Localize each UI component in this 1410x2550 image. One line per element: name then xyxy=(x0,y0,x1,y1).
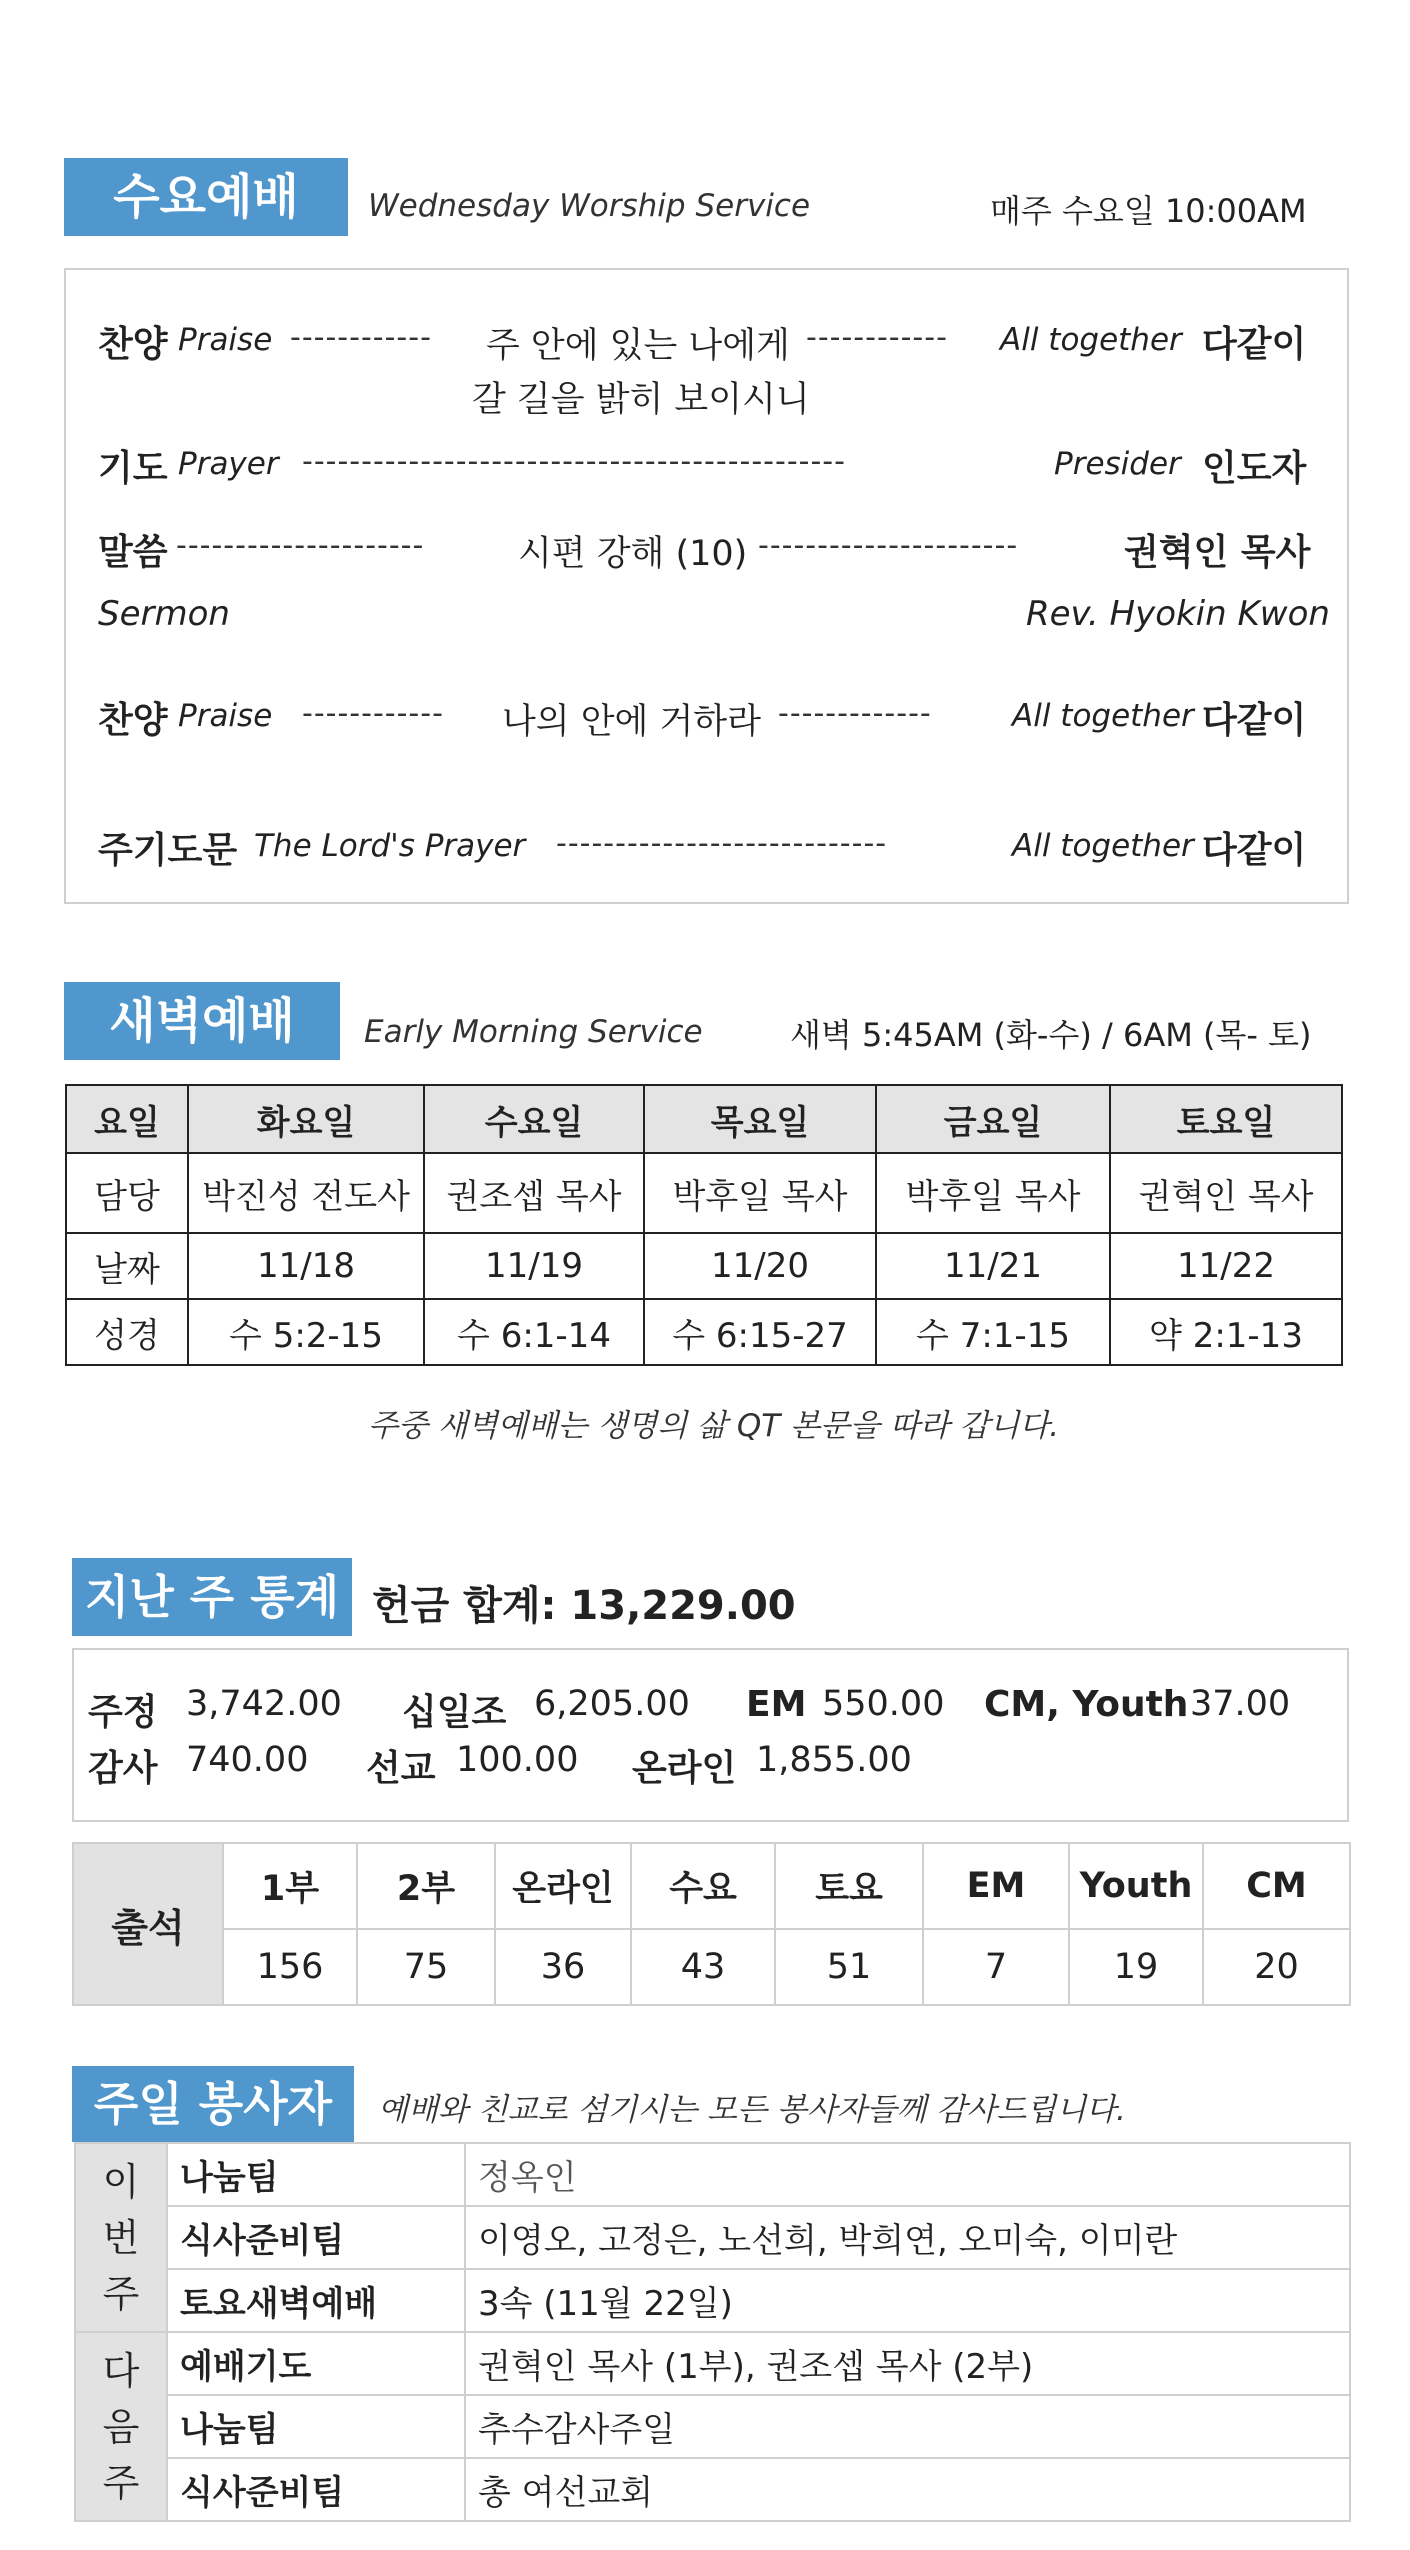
table-row xyxy=(75,2458,1350,2521)
day-cell: 금요일 xyxy=(876,1085,1110,1153)
offering-amount: 37.00 xyxy=(1190,1684,1291,1724)
team-members: 3속 (11월 22일) xyxy=(465,2269,1350,2332)
team-name: 식사준비팀 xyxy=(167,2458,465,2521)
item-content: 시편 강해 (10) xyxy=(518,534,748,574)
date-cell: 11/22 xyxy=(1110,1233,1342,1299)
item-role-ko: 다같이 xyxy=(1202,830,1307,871)
offering-amount: 100.00 xyxy=(456,1740,579,1780)
item-title-en: The Lord's Prayer xyxy=(254,828,526,864)
attendance-count: 36 xyxy=(495,1929,631,2005)
dash-leader: ---------------------------------------------- xyxy=(302,444,846,479)
bible-cell: 수 5:2-15 xyxy=(188,1299,424,1365)
attendance-header: CM xyxy=(1203,1843,1350,1929)
day-cell: 목요일 xyxy=(644,1085,876,1153)
item-title: 찬양 xyxy=(98,324,168,365)
dash-leader: ------------ xyxy=(302,696,444,731)
leader-cell: 박진성 전도사 xyxy=(188,1153,424,1233)
dash-leader: ---------------------- xyxy=(758,528,1019,563)
offering-label: EM xyxy=(746,1684,807,1725)
early-schedule-table xyxy=(65,1084,1343,1366)
team-members: 이영오, 고정은, 노선희, 박희연, 오미숙, 이미란 xyxy=(465,2206,1350,2269)
attendance-count: 43 xyxy=(631,1929,775,2005)
offering-label: CM, Youth xyxy=(984,1684,1189,1725)
day-cell: 화요일 xyxy=(188,1085,424,1153)
day-cell: 수요일 xyxy=(424,1085,644,1153)
attendance-header: 수요 xyxy=(631,1843,775,1929)
item-role-ko: 권혁인 목사 xyxy=(1124,532,1311,573)
table-row xyxy=(75,2332,1350,2395)
offering-label: 주정 xyxy=(88,1692,158,1733)
attendance-table xyxy=(72,1842,1351,2006)
attendance-header: EM xyxy=(923,1843,1069,1929)
item-title-en: Sermon xyxy=(98,594,230,634)
table-row xyxy=(66,1299,1342,1365)
row-label: 담당 xyxy=(66,1153,188,1233)
wednesday-title: 수요예배 xyxy=(64,158,348,236)
volunteers-table xyxy=(74,2142,1351,2522)
item-title: 기도 xyxy=(98,448,168,489)
item-role-ko: 다같이 xyxy=(1202,324,1307,365)
volunteers-title: 주일 봉사자 xyxy=(72,2066,354,2142)
attendance-count: 75 xyxy=(357,1929,495,2005)
leader-cell: 권조셉 목사 xyxy=(424,1153,644,1233)
attendance-count: 20 xyxy=(1203,1929,1350,2005)
date-cell: 11/20 xyxy=(644,1233,876,1299)
leader-cell: 박후일 목사 xyxy=(644,1153,876,1233)
date-cell: 11/19 xyxy=(424,1233,644,1299)
day-cell: 토요일 xyxy=(1110,1085,1342,1153)
item-role-ko: 다같이 xyxy=(1202,700,1307,741)
row-label: 성경 xyxy=(66,1299,188,1365)
team-members: 정옥인 xyxy=(465,2143,1350,2206)
offering-amount: 3,742.00 xyxy=(186,1684,342,1724)
dash-leader: ------------ xyxy=(290,320,432,355)
offering-amount: 1,855.00 xyxy=(756,1740,912,1780)
offering-amount: 6,205.00 xyxy=(534,1684,690,1724)
dash-leader: ---------------------------- xyxy=(556,826,888,861)
early-subtitle: Early Morning Service xyxy=(364,1014,703,1050)
team-members: 추수감사주일 xyxy=(465,2395,1350,2458)
dash-leader: --------------------- xyxy=(176,528,425,563)
attendance-header: 1부 xyxy=(223,1843,357,1929)
bible-cell: 약 2:1-13 xyxy=(1110,1299,1342,1365)
early-title: 새벽예배 xyxy=(64,982,340,1060)
item-content-line2: 갈 길을 밝히 보이시니 xyxy=(472,380,810,420)
dash-leader: ------------ xyxy=(806,320,948,355)
attendance-header: 2부 xyxy=(357,1843,495,1929)
team-name: 토요새벽예배 xyxy=(167,2269,465,2332)
date-cell: 11/18 xyxy=(188,1233,424,1299)
table-row xyxy=(73,1843,1350,1929)
team-name: 예배기도 xyxy=(167,2332,465,2395)
this-week-label: 이번주 xyxy=(75,2143,167,2332)
item-title-en: Praise xyxy=(178,322,273,358)
item-role-en: All together xyxy=(1012,698,1194,734)
wednesday-subtitle: Wednesday Worship Service xyxy=(368,188,811,224)
team-name: 나눔팀 xyxy=(167,2395,465,2458)
offering-total: 헌금 합계: 13,229.00 xyxy=(372,1583,796,1629)
team-name: 나눔팀 xyxy=(167,2143,465,2206)
table-row xyxy=(75,2395,1350,2458)
row-label: 요일 xyxy=(66,1085,188,1153)
table-row xyxy=(75,2269,1350,2332)
attendance-count: 19 xyxy=(1069,1929,1203,2005)
leader-cell: 박후일 목사 xyxy=(876,1153,1110,1233)
offering-label: 온라인 xyxy=(632,1748,737,1789)
attendance-count: 51 xyxy=(775,1929,923,2005)
dash-leader: ------------- xyxy=(778,696,932,731)
attendance-count: 7 xyxy=(923,1929,1069,2005)
early-note: 주중 새벽예배는 생명의 삶 QT 본문을 따라 갑니다. xyxy=(368,1408,1060,1444)
early-schedule: 새벽 5:45AM (화-수) / 6AM (목- 토) xyxy=(790,1016,1312,1054)
team-members: 총 여선교회 xyxy=(465,2458,1350,2521)
item-content: 나의 안에 거하라 xyxy=(502,702,761,742)
team-members: 권혁인 목사 (1부), 권조셉 목사 (2부) xyxy=(465,2332,1350,2395)
stats-title: 지난 주 통계 xyxy=(72,1558,352,1636)
item-title-en: Praise xyxy=(178,698,273,734)
attendance-header: 토요 xyxy=(775,1843,923,1929)
bible-cell: 수 7:1-15 xyxy=(876,1299,1110,1365)
item-title-en: Prayer xyxy=(178,446,279,482)
item-title: 찬양 xyxy=(98,700,168,741)
item-role-en: All together xyxy=(1012,828,1194,864)
offering-label: 십일조 xyxy=(402,1692,507,1733)
item-role-ko: 인도자 xyxy=(1202,448,1307,489)
attendance-header: Youth xyxy=(1069,1843,1203,1929)
offering-label: 감사 xyxy=(88,1748,158,1789)
leader-cell: 권혁인 목사 xyxy=(1110,1153,1342,1233)
table-row xyxy=(66,1153,1342,1233)
date-cell: 11/21 xyxy=(876,1233,1110,1299)
attendance-count: 156 xyxy=(223,1929,357,2005)
attendance-label: 출석 xyxy=(73,1843,223,2005)
volunteers-note: 예배와 친교로 섬기시는 모든 봉사자들께 감사드립니다. xyxy=(378,2092,1126,2128)
table-row xyxy=(75,2206,1350,2269)
table-row xyxy=(75,2143,1350,2206)
item-role-en: Presider xyxy=(1054,446,1181,482)
bible-cell: 수 6:15-27 xyxy=(644,1299,876,1365)
item-title: 주기도문 xyxy=(98,830,238,871)
item-role-en: All together xyxy=(1000,322,1182,358)
attendance-header: 온라인 xyxy=(495,1843,631,1929)
table-row xyxy=(66,1085,1342,1153)
offering-amount: 740.00 xyxy=(186,1740,309,1780)
row-label: 날짜 xyxy=(66,1233,188,1299)
offering-label: 선교 xyxy=(366,1748,436,1789)
item-title: 말씀 xyxy=(98,532,168,573)
table-row xyxy=(66,1233,1342,1299)
offering-amount: 550.00 xyxy=(822,1684,945,1724)
item-content: 주 안에 있는 나에게 xyxy=(486,326,790,366)
wednesday-order-box xyxy=(64,268,1349,904)
offerings-box xyxy=(72,1648,1349,1822)
next-week-label: 다음주 xyxy=(75,2332,167,2521)
wednesday-schedule: 매주 수요일 10:00AM xyxy=(990,192,1307,230)
item-role-en: Rev. Hyokin Kwon xyxy=(1026,594,1330,634)
table-row xyxy=(73,1929,1350,2005)
bible-cell: 수 6:1-14 xyxy=(424,1299,644,1365)
team-name: 식사준비팀 xyxy=(167,2206,465,2269)
